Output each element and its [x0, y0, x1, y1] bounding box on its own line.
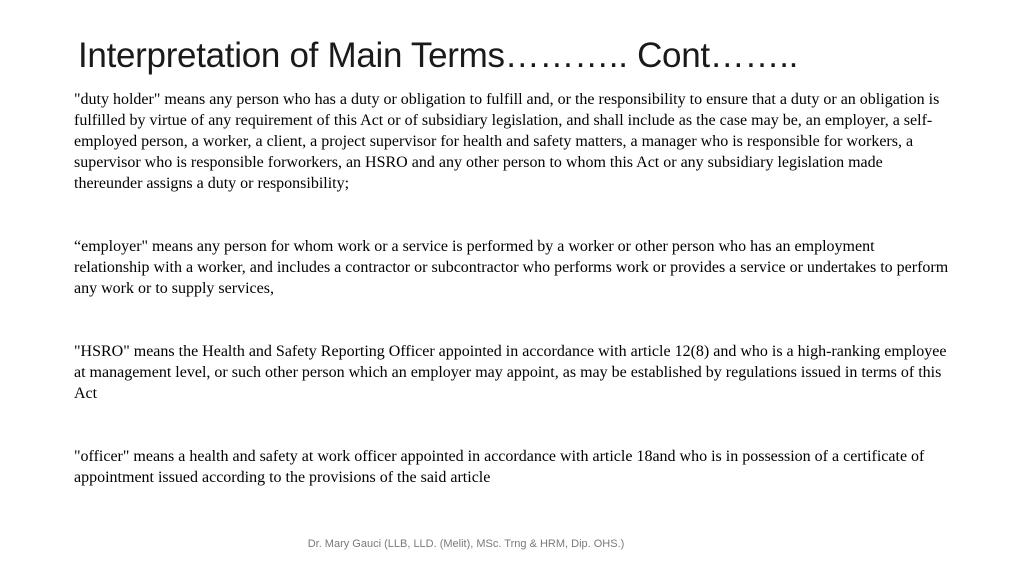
- definition-employer: “employer" means any person for whom work or a service is performed by a worker or other person who has an employment relationship with a worker, and includes a contractor or subcontractor who performs work or provides a service or undertakes to perform any work or to supply services,: [74, 238, 949, 297]
- slide-body: [74, 89, 954, 488]
- definition-hsro: "HSRO" means the Health and Safety Reporting Officer appointed in accordance with article 12(8) and who is a high-ranking employee at management level, or such other person which an employer may appoint, as may be established by regulations issued in terms of this Act: [74, 343, 947, 402]
- slide-footer: Dr. Mary Gauci (LLB, LLD. (Melit), MSc. Trng & HRM, Dip. OHS.): [307, 538, 625, 550]
- definition-duty-holder: "duty holder" means any person who has a duty or obligation to fulfill and, or the responsibility to ensure that a duty or an obligation is fulfilled by virtue of any requirement of this Act or of subsidiary legislation, and shall include as the case may be, an employer, a self-employed person, a worker, a client, a project supervisor for health and safety matters, a manager who is responsible for workers, a supervisor who is responsible forworkers, an HSRO and any other person to whom this Act or any subsidiary legislation made thereunder assigns a duty or responsibility;: [74, 91, 940, 192]
- slide-title: Interpretation of Main Terms……….. Cont……..: [78, 36, 799, 75]
- definition-officer: "officer" means a health and safety at work officer appointed in accordance with article 18and who is in possession of a certificate of appointment issued according to the provisions of the said article: [74, 448, 925, 486]
